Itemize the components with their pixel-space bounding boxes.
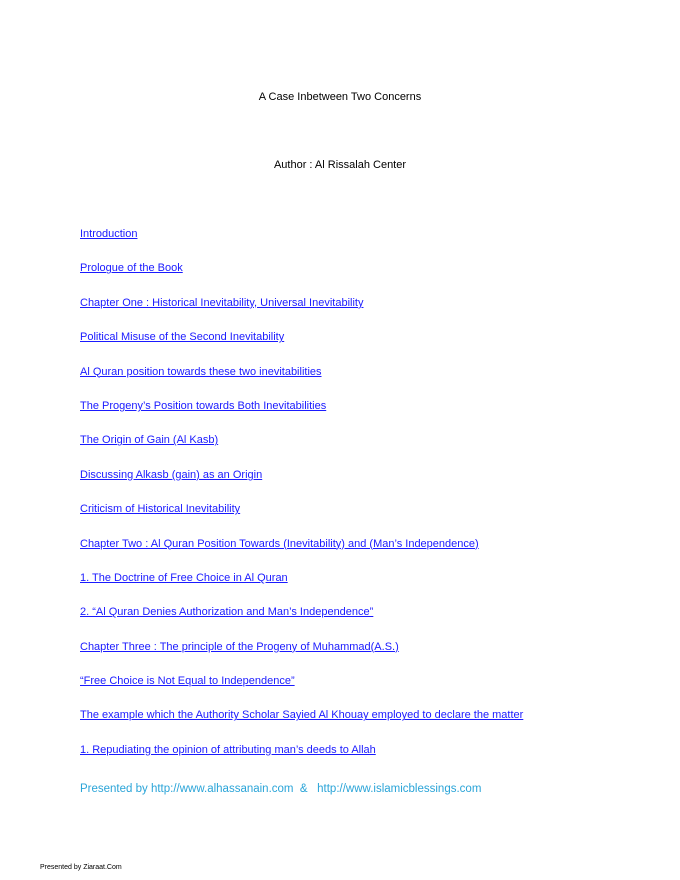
toc-link-prologue[interactable]: Prologue of the Book xyxy=(80,262,183,275)
toc-link-doctrine-free-choice[interactable]: 1. The Doctrine of Free Choice in Al Quran xyxy=(80,571,288,584)
toc-item xyxy=(80,296,523,330)
presented-by-line: Presented by http://www.alhassanain.com & http://www.islamicblessings.com xyxy=(80,783,482,795)
toc-link-chapter-three[interactable]: Chapter Three : The principle of the Progeny of Muhammad(A.S.) xyxy=(80,640,399,653)
toc-item xyxy=(80,743,523,777)
toc-item xyxy=(80,365,523,399)
toc-link-introduction[interactable]: Introduction xyxy=(80,228,138,240)
toc-item xyxy=(80,571,523,605)
toc-item xyxy=(80,468,523,502)
toc-link-progeny-position[interactable]: The Progeny’s Position towards Both Inevitabilities xyxy=(80,399,327,412)
toc-item xyxy=(80,537,523,571)
toc-link-quran-position[interactable]: Al Quran position towards these two inevitabilities xyxy=(80,365,322,378)
toc-item xyxy=(80,261,523,295)
toc-item xyxy=(80,502,523,536)
toc-item xyxy=(80,399,523,433)
toc-link-chapter-two[interactable]: Chapter Two : Al Quran Position Towards (Inevitability) and (Man’s Independence) xyxy=(80,537,479,550)
toc-item xyxy=(80,674,523,708)
toc-item xyxy=(80,433,523,467)
document-author: Author : Al Rissalah Center xyxy=(273,159,407,171)
toc-link-chapter-one[interactable]: Chapter One : Historical Inevitability, Universal Inevitability xyxy=(80,296,364,309)
toc-item xyxy=(80,605,523,639)
toc-link-free-choice-not-equal[interactable]: “Free Choice is Not Equal to Independence” xyxy=(80,675,295,688)
toc-link-example-scholar[interactable]: The example which the Authority Scholar Sayied Al Khouay employed to declare the matter xyxy=(80,709,524,722)
table-of-contents xyxy=(80,227,523,777)
toc-item xyxy=(80,330,523,364)
toc-link-repudiating-opinion[interactable]: 1. Repudiating the opinion of attributing man’s deeds to Allah xyxy=(80,743,376,756)
toc-link-discussing-alkasb[interactable]: Discussing Alkasb (gain) as an Origin xyxy=(80,468,263,481)
toc-item xyxy=(80,640,523,674)
toc-link-quran-denies[interactable]: 2. “Al Quran Denies Authorization and Man’s Independence” xyxy=(80,606,374,619)
footer-note: Presented by Ziaraat.Com xyxy=(40,864,122,871)
toc-link-origin-of-gain[interactable]: The Origin of Gain (Al Kasb) xyxy=(80,434,219,447)
toc-item xyxy=(80,227,523,261)
toc-link-political-misuse[interactable]: Political Misuse of the Second Inevitability xyxy=(80,331,285,344)
document-title: A Case Inbetween Two Concerns xyxy=(258,91,422,103)
toc-item xyxy=(80,708,523,742)
toc-link-criticism[interactable]: Criticism of Historical Inevitability xyxy=(80,503,241,516)
